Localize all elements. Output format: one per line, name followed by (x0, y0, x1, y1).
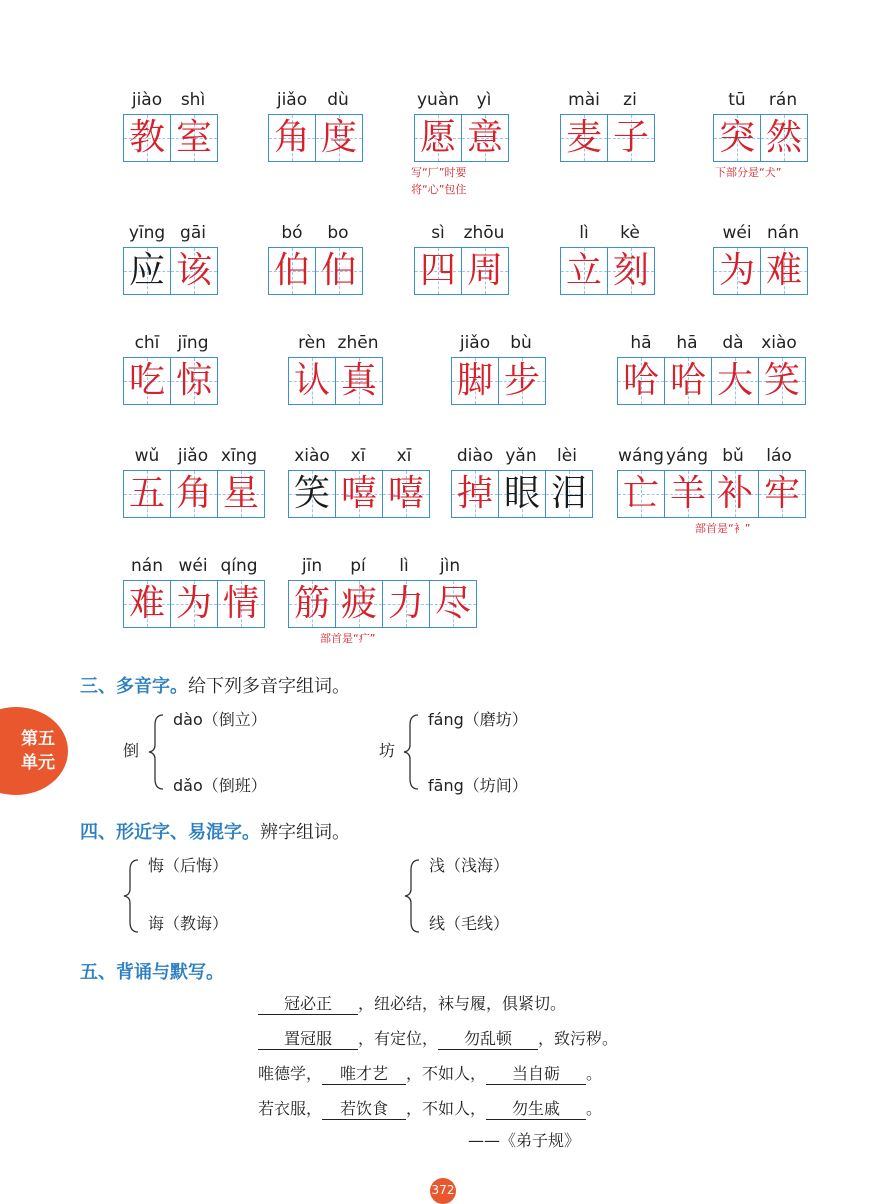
hanzi-character: 嘻 (387, 473, 424, 514)
pinyin: xī (396, 446, 412, 466)
pinyin: xīng (220, 446, 258, 466)
poem-blank[interactable]: 冠必正 (258, 994, 358, 1015)
poem-blank[interactable]: 勿乱顿 (438, 1029, 538, 1050)
hanzi-character: 立 (565, 250, 602, 291)
tianzige-cells (617, 357, 806, 405)
pinyin: rèn (298, 333, 326, 353)
poem-text: 。 (586, 1099, 603, 1118)
pinyin: kè (620, 223, 640, 243)
pinyin: hā (630, 333, 652, 353)
tianzige-cell (711, 470, 759, 518)
tianzige-cells (288, 470, 430, 518)
writing-note: 部首是“衤” (695, 522, 751, 535)
tianzige-cell (429, 580, 477, 628)
tianzige-cell (758, 357, 806, 405)
hanzi-character: 掉 (456, 473, 493, 514)
pinyin: jìn (439, 556, 461, 576)
pinyin: yuàn (416, 90, 460, 110)
poem-text: ，不如人， (406, 1099, 487, 1118)
tianzige-cells (268, 114, 363, 162)
pinyin: pí (350, 556, 366, 576)
tianzige-cell (217, 580, 265, 628)
tianzige-cell (607, 114, 655, 162)
writing-note: 写“厂”时要 将“心”包住 (411, 166, 467, 196)
tianzige-cell (560, 114, 608, 162)
tianzige-cell (664, 357, 712, 405)
polyphone-item: fāng（坊间） (428, 776, 528, 795)
tianzige-cell (217, 470, 265, 518)
tianzige-cell (335, 580, 383, 628)
tianzige-cell (288, 357, 336, 405)
pinyin: dà (722, 333, 744, 353)
section-3-desc: 给下列多音字组词。 (188, 676, 350, 697)
hanzi-character: 眼 (503, 473, 540, 514)
polyphone-char: 坊 (379, 741, 396, 760)
tianzige-cells (713, 247, 808, 295)
unit-tab-line2: 单元 (21, 753, 55, 773)
tianzige-cell (335, 357, 383, 405)
similar-item: 诲（教诲） (148, 914, 229, 933)
hanzi-character: 笑 (763, 360, 800, 401)
pinyin: yǎn (505, 446, 537, 466)
pinyin: chī (134, 333, 160, 353)
similar-item: 线（毛线） (429, 914, 510, 933)
poem-text: ，有定位， (358, 1029, 439, 1048)
writing-note: 部首是“疒” (320, 632, 376, 645)
pinyin: wáng (618, 446, 664, 466)
hanzi-character: 室 (175, 117, 212, 158)
brace-icon (402, 713, 420, 791)
hanzi-character: 吃 (128, 360, 165, 401)
pinyin: mài (568, 90, 600, 110)
hanzi-character: 大 (716, 360, 753, 401)
tianzige-cell (461, 247, 509, 295)
polyphone-char: 倒 (123, 741, 140, 760)
hanzi-character: 刻 (612, 250, 649, 291)
hanzi-character: 四 (419, 250, 456, 291)
tianzige-cell (123, 470, 171, 518)
hanzi-character: 脚 (456, 360, 493, 401)
pinyin: jīng (177, 333, 209, 353)
tianzige-cells (123, 580, 265, 628)
pinyin: tū (728, 90, 746, 110)
tianzige-cells (713, 114, 808, 162)
section-5-heading: 五、背诵与默写。 (80, 962, 224, 983)
tianzige-cell (170, 247, 218, 295)
brace-icon (403, 858, 421, 934)
similar-item: 浅（浅海） (429, 856, 510, 875)
section-4-heading: 四、形近字、易混字。 (80, 822, 260, 843)
hanzi-character: 角 (273, 117, 310, 158)
poem-text: 若衣服， (258, 1099, 323, 1118)
hanzi-character: 为 (175, 583, 212, 624)
hanzi-character: 筋 (293, 583, 330, 624)
brace-icon (147, 713, 165, 791)
hanzi-character: 星 (222, 473, 259, 514)
hanzi-character: 麦 (565, 117, 602, 158)
polyphone-item: fáng（磨坊） (428, 710, 528, 729)
pinyin: zhōu (463, 223, 505, 243)
tianzige-cells (288, 357, 383, 405)
pinyin: hā (676, 333, 698, 353)
tianzige-cell (315, 247, 363, 295)
poem-text: ，不如人， (406, 1064, 487, 1083)
hanzi-character: 认 (293, 360, 330, 401)
tianzige-cell (170, 114, 218, 162)
tianzige-cell (414, 247, 462, 295)
pinyin: lèi (557, 446, 577, 466)
poem-blank[interactable]: 勿生戚 (486, 1099, 586, 1120)
tianzige-cells (617, 470, 806, 518)
pinyin: bó (281, 223, 303, 243)
poem-text: ，致污秽。 (538, 1029, 619, 1048)
tianzige-cells (560, 114, 655, 162)
similar-item: 悔（后悔） (148, 856, 229, 875)
pinyin: wǔ (134, 446, 160, 466)
tianzige-cell (451, 357, 499, 405)
pinyin: bo (327, 223, 349, 243)
tianzige-cell (123, 580, 171, 628)
pinyin: jiào (131, 90, 163, 110)
poem-line-2 (258, 1026, 618, 1050)
poem-blank[interactable]: 唯才艺 (322, 1064, 406, 1085)
tianzige-cell (268, 114, 316, 162)
tianzige-cell (123, 114, 171, 162)
poem-source: ——《弟子规》 (468, 1131, 581, 1150)
tianzige-cell (451, 470, 499, 518)
hanzi-character: 为 (718, 250, 755, 291)
tianzige-cell (607, 247, 655, 295)
pinyin: dù (327, 90, 349, 110)
pinyin: bǔ (722, 446, 744, 466)
poem-blank[interactable]: 若饮食 (322, 1099, 406, 1120)
tianzige-cell (760, 114, 808, 162)
pinyin: gāi (180, 223, 206, 243)
tianzige-cell (382, 470, 430, 518)
poem-text: 唯德学， (258, 1064, 323, 1083)
pinyin: yì (476, 90, 492, 110)
pinyin: wéi (722, 223, 752, 243)
tianzige-cells (123, 470, 265, 518)
pinyin: xiào (761, 333, 797, 353)
hanzi-character: 情 (222, 583, 259, 624)
hanzi-character: 难 (765, 250, 802, 291)
tianzige-cell (288, 580, 336, 628)
hanzi-character: 步 (503, 360, 540, 401)
pinyin: shì (180, 90, 206, 110)
tianzige-cell (617, 357, 665, 405)
pinyin: rán (768, 90, 798, 110)
pinyin: zi (623, 90, 637, 110)
tianzige-cell (123, 357, 171, 405)
hanzi-character: 度 (320, 117, 357, 158)
tianzige-cells (414, 247, 509, 295)
tianzige-cell (382, 580, 430, 628)
hanzi-character: 伯 (320, 250, 357, 291)
hanzi-character: 羊 (669, 473, 706, 514)
tianzige-cell (664, 470, 712, 518)
poem-text: 。 (586, 1064, 603, 1083)
pinyin: nán (767, 223, 799, 243)
writing-note: 下部分是“犬” (715, 166, 782, 179)
hanzi-character: 教 (128, 117, 165, 158)
hanzi-character: 应 (128, 250, 165, 291)
tianzige-cell (461, 114, 509, 162)
tianzige-cells (123, 247, 218, 295)
tianzige-cell (617, 470, 665, 518)
poem-line-3 (258, 1061, 602, 1085)
pinyin: wéi (178, 556, 208, 576)
section-3-heading: 三、多音字。 (80, 676, 188, 697)
tianzige-cell (335, 470, 383, 518)
section-5-title (80, 958, 224, 984)
pinyin: nán (131, 556, 163, 576)
hanzi-character: 愿 (419, 117, 456, 158)
hanzi-character: 泪 (550, 473, 587, 514)
tianzige-cells (451, 470, 593, 518)
section-4-title (80, 818, 350, 844)
pinyin: jiǎo (276, 90, 308, 110)
page-number: 372 (430, 1178, 456, 1204)
pinyin: qíng (220, 556, 258, 576)
poem-text: ，纽必结，袜与履，俱紧切。 (358, 994, 567, 1013)
hanzi-character: 意 (466, 117, 503, 158)
hanzi-character: 突 (718, 117, 755, 158)
section-3-title (80, 672, 350, 698)
hanzi-character: 补 (716, 473, 753, 514)
pinyin: láo (766, 446, 792, 466)
hanzi-character: 角 (175, 473, 212, 514)
tianzige-cell (414, 114, 462, 162)
tianzige-cell (123, 247, 171, 295)
tianzige-cells (123, 357, 218, 405)
pinyin: jiǎo (459, 333, 491, 353)
tianzige-cell (760, 247, 808, 295)
poem-blank[interactable]: 置冠服 (258, 1029, 358, 1050)
tianzige-cells (451, 357, 546, 405)
hanzi-character: 真 (340, 360, 377, 401)
pinyin: jiǎo (177, 446, 209, 466)
tianzige-cell (498, 357, 546, 405)
hanzi-character: 该 (175, 250, 212, 291)
tianzige-cell (315, 114, 363, 162)
hanzi-character: 子 (612, 117, 649, 158)
pinyin: lì (399, 556, 409, 576)
tianzige-cells (560, 247, 655, 295)
pinyin: yīng (128, 223, 166, 243)
tianzige-cell (758, 470, 806, 518)
tianzige-cell (288, 470, 336, 518)
hanzi-character: 嘻 (340, 473, 377, 514)
tianzige-cell (170, 580, 218, 628)
hanzi-character: 哈 (669, 360, 706, 401)
unit-tab-line1: 第五 (21, 729, 55, 749)
pinyin: lì (579, 223, 589, 243)
tianzige-cells (268, 247, 363, 295)
hanzi-character: 难 (128, 583, 165, 624)
poem-blank[interactable]: 当自砺 (486, 1064, 586, 1085)
pinyin: xiào (294, 446, 330, 466)
hanzi-character: 尽 (434, 583, 471, 624)
tianzige-cell (713, 114, 761, 162)
tianzige-cell (713, 247, 761, 295)
pinyin: jīn (301, 556, 323, 576)
tianzige-cells (414, 114, 509, 162)
pinyin: zhēn (337, 333, 379, 353)
tianzige-cell (711, 357, 759, 405)
brace-icon (122, 858, 140, 934)
tianzige-cell (545, 470, 593, 518)
tianzige-cell (268, 247, 316, 295)
hanzi-character: 然 (765, 117, 802, 158)
poem-line-4 (258, 1096, 602, 1120)
tianzige-cells (123, 114, 218, 162)
tianzige-cells (288, 580, 477, 628)
hanzi-character: 牢 (763, 473, 800, 514)
pinyin: diào (456, 446, 494, 466)
polyphone-item: dǎo（倒班） (173, 776, 267, 795)
tianzige-cell (170, 470, 218, 518)
pinyin: sì (431, 223, 445, 243)
hanzi-character: 伯 (273, 250, 310, 291)
pinyin: bù (510, 333, 532, 353)
hanzi-character: 五 (128, 473, 165, 514)
hanzi-character: 周 (466, 250, 503, 291)
tianzige-cell (170, 357, 218, 405)
hanzi-character: 笑 (293, 473, 330, 514)
hanzi-character: 惊 (175, 360, 212, 401)
hanzi-character: 力 (387, 583, 424, 624)
section-4-desc: 辨字组词。 (260, 822, 350, 843)
unit-tab[interactable] (0, 707, 68, 795)
hanzi-character: 亡 (622, 473, 659, 514)
hanzi-character: 疲 (340, 583, 377, 624)
pinyin: yáng (665, 446, 709, 466)
poem-line-1 (258, 991, 566, 1015)
pinyin: xī (350, 446, 366, 466)
tianzige-cell (560, 247, 608, 295)
polyphone-item: dào（倒立） (173, 710, 267, 729)
hanzi-character: 哈 (622, 360, 659, 401)
tianzige-cell (498, 470, 546, 518)
